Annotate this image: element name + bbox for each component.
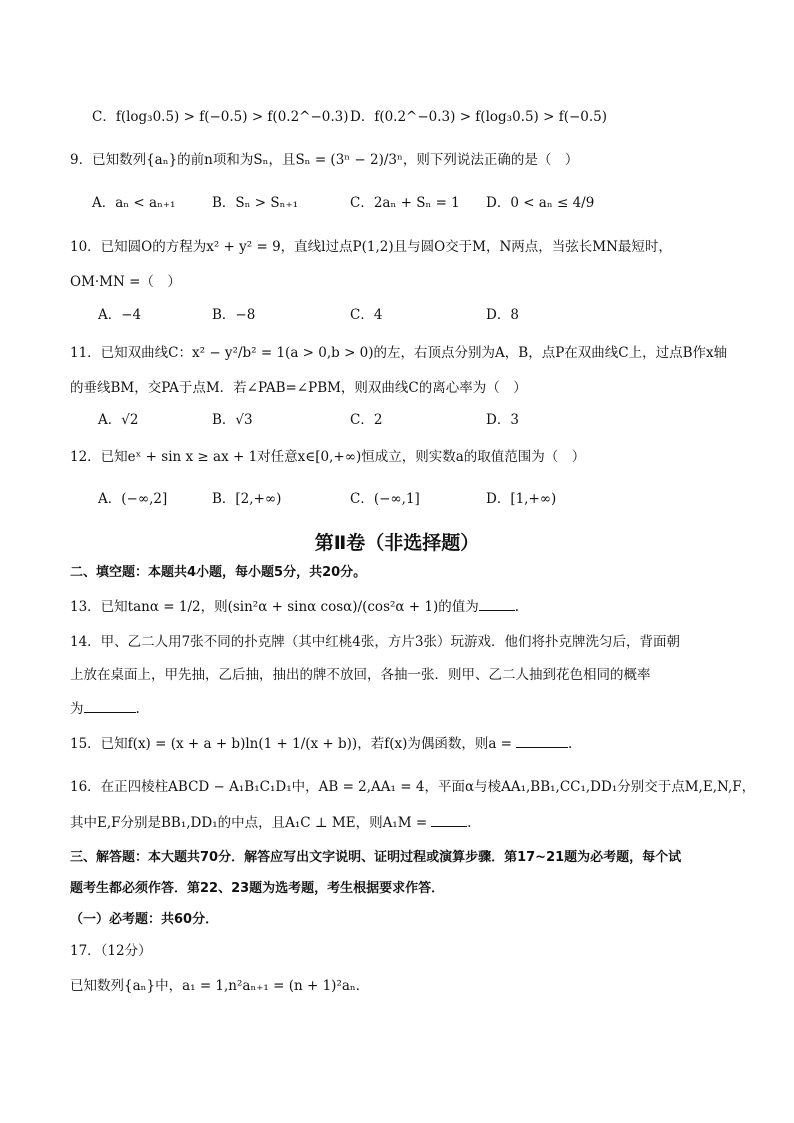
q8-option-c: C．f(log₃0.5) > f(−0.5) > f(0.2^−0.3): [92, 109, 349, 125]
part-two-title: 第Ⅱ卷（非选择题）: [314, 532, 480, 554]
q12-option-a: A．(−∞,2]: [98, 491, 168, 507]
q11-option-b: B．√3: [212, 412, 253, 428]
q10-option-a: A．−4: [98, 307, 142, 323]
q13-text: 13．已知tanα = 1/2，则(sin²α + sinα cosα)/(cos²α + 1)的值为: [70, 599, 479, 615]
q15-text: 15．已知f(x) = (x + a + b)ln(1 + 1/(x + b))，若f(x)为偶函数，则a =: [70, 736, 512, 752]
q16-line2: 其中E,F分别是BB₁,DD₁的中点，且A₁C ⊥ ME，则A₁M = .: [70, 812, 734, 833]
q11-option-a: A．√2: [98, 412, 139, 428]
q9-option-c: C．2aₙ + Sₙ = 1: [350, 195, 460, 211]
fill-in-section-header: 二、填空题：本题共4小题，每小题5分，共20分。: [70, 565, 367, 580]
solve-section-header-line2: 题考生都必须作答．第22、23题为选考题，考生根据要求作答．: [70, 881, 445, 896]
q13-stem: 13．已知tanα = 1/2，则(sin²α + sinα cosα)/(cos²α + 1)的值为 .: [70, 596, 734, 617]
q9-stem: 9．已知数列{aₙ}的前n项和为Sₙ，且Sₙ = (3ⁿ − 2)/3ⁿ，则下列说法正确的是（ ）: [70, 152, 579, 168]
q13-answer-blank[interactable]: [479, 596, 515, 611]
q14-line2: 上放在桌面上，甲先抽，乙后抽，抽出的牌不放回，各抽一张．则甲、乙二人抽到花色相同的概率: [70, 667, 651, 683]
q10-option-d: D．8: [486, 307, 519, 323]
q9-option-a: A．aₙ < aₙ₊₁: [92, 195, 176, 211]
q16-text: 其中E,F分别是BB₁,DD₁的中点，且A₁C ⊥ ME，则A₁M =: [70, 815, 428, 831]
q16-line1: 16．在正四棱柱ABCD − A₁B₁C₁D₁中，AB = 2,AA₁ = 4，平面α与棱AA₁,BB₁,CC₁,DD₁分别交于点M,E,N,F，: [70, 779, 756, 795]
q8-option-d: D．f(0.2^−0.3) > f(log₃0.5) > f(−0.5): [350, 109, 608, 125]
q16-answer-blank[interactable]: [431, 812, 467, 827]
q15-stem: 15．已知f(x) = (x + a + b)ln(1 + 1/(x + b))，若f(x)为偶函数，则a = .: [70, 733, 734, 754]
q11-option-c: C．2: [350, 412, 383, 428]
q15-answer-blank[interactable]: [516, 733, 568, 748]
q14-text: 为: [70, 701, 84, 717]
q12-option-b: B．[2,+∞): [212, 491, 282, 507]
q9-option-d: D．0 < aₙ ≤ 4/9: [486, 195, 595, 211]
q14-line1: 14．甲、乙二人用7张不同的扑克牌（其中红桃4张，方片3张）玩游戏．他们将扑克牌洗匀后，背面朝: [70, 634, 680, 650]
q14-line3: 为 .: [70, 698, 734, 719]
q10-stem-line2: OM·MN =（ ）: [70, 274, 181, 290]
q10-stem-line1: 10．已知圆O的方程为x² + y² = 9，直线l过点P(1,2)且与圆O交于M，N两点，当弦长MN最短时，: [70, 239, 672, 255]
q12-option-c: C．(−∞,1]: [350, 491, 420, 507]
solve-section-header-line1: 三、解答题：本大题共70分．解答应写出文字说明、证明过程或演算步骤．第17~21题为必考题，每个试: [70, 850, 682, 865]
q10-option-b: B．−8: [212, 307, 256, 323]
required-questions-header: （一）必考题：共60分．: [70, 912, 219, 927]
q11-stem-line1: 11．已知双曲线C：x² − y²/b² = 1(a > 0,b > 0)的左，右顶点分别为A，B，点P在双曲线C上，过点B作x轴: [70, 345, 728, 361]
q12-stem: 12．已知eˣ + sin x ≥ ax + 1对任意x∈[0,+∞)恒成立，则实数a的取值范围为（ ）: [70, 449, 586, 465]
q17-heading: 17．（12分）: [70, 943, 152, 959]
q14-answer-blank[interactable]: [84, 698, 136, 713]
q10-option-c: C．4: [350, 307, 383, 323]
q9-option-b: B．Sₙ > Sₙ₊₁: [212, 195, 299, 211]
q17-body: 已知数列{aₙ}中，a₁ = 1,n²aₙ₊₁ = (n + 1)²aₙ．: [70, 978, 370, 994]
q11-stem-line2: 的垂线BM，交PA于点M．若∠PAB=∠PBM，则双曲线C的离心率为（ ）: [70, 380, 527, 396]
q11-option-d: D．3: [486, 412, 519, 428]
q12-option-d: D．[1,+∞): [486, 491, 557, 507]
